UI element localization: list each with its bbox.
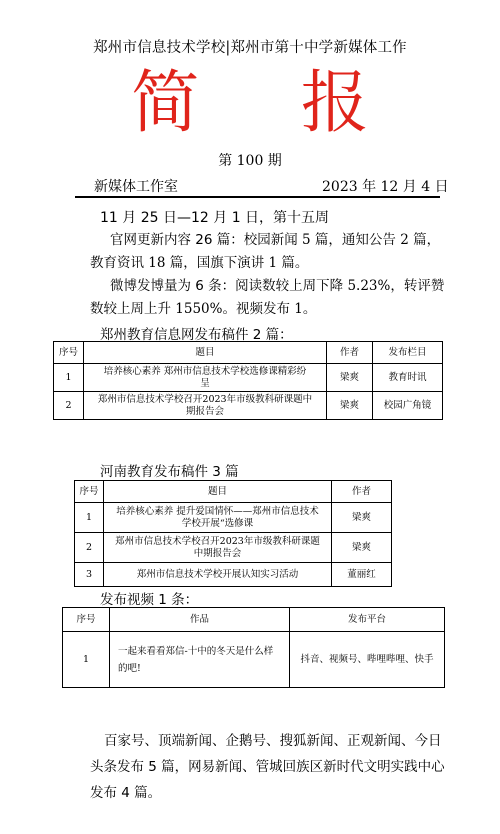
table-header-cell: 作品 <box>110 608 290 632</box>
table-row <box>75 503 392 533</box>
table-cell: 郑州市信息技术学校召开2023年市级教科研课题中期报告会 <box>104 533 332 563</box>
table-header-cell: 题目 <box>84 342 327 364</box>
table-row <box>75 563 392 587</box>
table-cell: 郑州市信息技术学校召开2023年市级教科研课题中期报告会 <box>84 392 327 420</box>
table-header-cell: 序号 <box>75 481 104 503</box>
table3-title: 发布视频 1 条： <box>100 592 199 608</box>
website-summary-lead: 官网更新内容 26 篇： <box>110 232 244 248</box>
table-cell: 一起来看看郑信-十中的冬天是什么样的吧! <box>110 632 290 688</box>
table-row <box>63 632 445 688</box>
table-cell: 2 <box>75 533 104 563</box>
org-header-line: 郑州市信息技术学校|郑州市第十中学新媒体工作 <box>93 40 407 56</box>
table-header-cell: 题目 <box>104 481 332 503</box>
table-header-cell: 作者 <box>327 342 373 364</box>
table-cell: 1 <box>75 503 104 533</box>
table-row <box>54 392 443 420</box>
header-divider <box>75 196 440 198</box>
table-header-cell: 发布栏目 <box>373 342 443 364</box>
bulletin-title: 简 报 <box>131 64 409 143</box>
table-header-cell: 序号 <box>63 608 110 632</box>
table-cell: 1 <box>63 632 110 688</box>
table-cell: 教育时讯 <box>373 364 443 392</box>
table-cell: 培养核心素养 提升爱国情怀——郑州市信息技术学校开展“选修课 <box>104 503 332 533</box>
website-summary-text: 校园新闻 5 篇，通知公告 2 篇，教育资讯 18 篇，国旗下演讲 1 篇。 <box>90 232 441 271</box>
table-cell: 2 <box>54 392 84 420</box>
table-cell: 抖音、视频号、哔哩哔哩、快手 <box>290 632 445 688</box>
table-cell: 校园广角镜 <box>373 392 443 420</box>
table-row <box>75 533 392 563</box>
table-header-row <box>75 481 392 503</box>
issue-date: 2023 年 12 月 4 日 <box>322 179 449 195</box>
table1-title: 郑州教育信息网发布稿件 2 篇： <box>100 327 293 343</box>
table-cell: 1 <box>54 364 84 392</box>
table2 <box>74 480 392 587</box>
table2-title: 河南教育发布稿件 3 篇 <box>100 464 239 480</box>
table-header-row <box>63 608 445 632</box>
weibo-summary-text: 阅读数较上周下降 5.23%，转评赞数较上周上升 1550%。视频发布 1。 <box>90 278 445 317</box>
footer-summary: 百家号、顶端新闻、企鹅号、搜狐新闻、正观新闻、今日头条发布 5 篇，网易新闻、管城回族区新时代文明实践中心发布 4 篇。 <box>90 733 445 801</box>
table-cell: 梁爽 <box>327 364 373 392</box>
table-cell: 梁爽 <box>332 503 392 533</box>
table1 <box>53 341 443 420</box>
table-cell: 梁爽 <box>332 533 392 563</box>
week-range: 11 月 25 日—12 月 1 日，第十五周 <box>100 210 330 226</box>
office-name: 新媒体工作室 <box>94 179 178 195</box>
website-summary <box>90 229 445 275</box>
table-header-cell: 序号 <box>54 342 84 364</box>
table-header-cell: 作者 <box>332 481 392 503</box>
issue-number: 第 100 期 <box>218 153 282 169</box>
table-cell: 郑州市信息技术学校开展认知实习活动 <box>104 563 332 587</box>
weibo-summary <box>90 275 445 321</box>
table-header-row <box>54 342 443 364</box>
table-row <box>54 364 443 392</box>
table-cell: 培养核心素养 郑州市信息技术学校选修课精彩纷呈 <box>84 364 327 392</box>
weibo-summary-lead: 微博发博量为 6 条： <box>110 278 236 294</box>
table-cell: 3 <box>75 563 104 587</box>
table-header-cell: 发布平台 <box>290 608 445 632</box>
table-cell: 董丽红 <box>332 563 392 587</box>
table-cell: 梁爽 <box>327 392 373 420</box>
table3 <box>62 607 445 688</box>
